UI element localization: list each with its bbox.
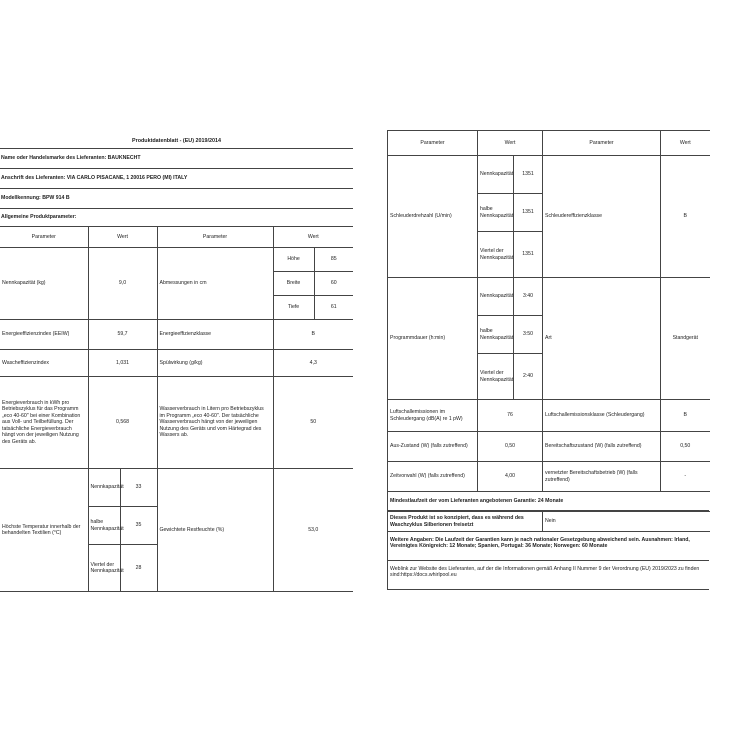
energy-class-value: B <box>273 320 353 350</box>
left-parameter-table <box>0 226 353 592</box>
eei-label: Energieeffizienzindex (EEIW) <box>0 320 88 350</box>
header-value: Wert <box>88 227 157 248</box>
type-value: Standgerät <box>661 278 710 400</box>
duration-quarter-value: 2:40 <box>514 354 543 400</box>
duration-half-value: 3:50 <box>514 316 543 354</box>
networked-standby-value: - <box>661 462 710 492</box>
dimensions-label: Abmessungen in cm <box>157 248 273 320</box>
rinsing-value: 4,3 <box>273 350 353 377</box>
standby-value: 0,50 <box>661 432 710 462</box>
eei-value: 59,7 <box>88 320 157 350</box>
spin-full-value: 1351 <box>514 156 543 194</box>
right-parameter-table <box>387 130 710 492</box>
header-value: Wert <box>478 131 543 156</box>
noise-class-label: Luftschallemissionsklasse (Schleudergang) <box>543 400 661 432</box>
silver-ion-table <box>387 511 710 532</box>
weblink-text: Weblink zur Website des Lieferanten, auf der die Informationen gemäß Anhang II Nummer 9 der Verordnung (EU) 2019/2023 zu finden sind:https://docs.whirlpool.eu <box>387 561 709 590</box>
program-duration-label: Programmdauer (h:min) <box>388 278 478 400</box>
left-page <box>0 134 353 592</box>
width-label: Breite <box>273 272 314 296</box>
model-identifier: Modellkennung: BPW 914 B <box>0 189 353 209</box>
energy-consumption-value: 0,568 <box>88 377 157 469</box>
temp-full-value: 33 <box>120 469 157 507</box>
additional-info <box>387 532 709 561</box>
delay-start-value: 4,00 <box>478 462 543 492</box>
spin-quarter-label: Viertel der Nennkapazität <box>478 232 514 278</box>
general-parameters-heading: Allgemeine Produktparameter: <box>1 214 77 220</box>
delay-start-label: Zeitvorwahl (W) (falls zutreffend) <box>388 462 478 492</box>
washing-efficiency-value: 1,031 <box>88 350 157 377</box>
width-value: 60 <box>314 272 353 296</box>
capacity-value: 9,0 <box>88 248 157 320</box>
header-value: Wert <box>273 227 353 248</box>
energy-consumption-label: Energieverbrauch in kWh pro Betriebszyklus für das Programm „eco 40-60" bei einer Kombination aus Voll- und Teilbefüllung. Der tatsächliche Energieverbrauch hängt von der jeweiligen Nutzung des Geräts ab. <box>0 377 88 469</box>
spin-speed-label: Schleuderdrehzahl (U/min) <box>388 156 478 278</box>
warranty-text: Mindestlaufzeit der vom Lieferanten angebotenen Garantie: 24 Monate <box>387 492 709 511</box>
silver-ion-label: Dieses Produkt ist so konzipiert, dass es während des Waschzyklus Silberionen freisetzt <box>388 512 543 532</box>
spin-half-label: halbe Nennkapazität <box>478 194 514 232</box>
off-mode-label: Aus-Zustand (W) (falls zutreffend) <box>388 432 478 462</box>
duration-quarter-label: Viertel der Nennkapazität <box>478 354 514 400</box>
supplier-name: Name oder Handelsmarke des Lieferanten: BAUKNECHT <box>0 149 353 169</box>
capacity-label: Nennkapazität (kg) <box>0 248 88 320</box>
silver-ion-value: Nein <box>543 512 710 532</box>
header-parameter: Parameter <box>543 131 661 156</box>
spin-half-value: 1351 <box>514 194 543 232</box>
header-parameter: Parameter <box>157 227 273 248</box>
washing-efficiency-label: Wascheffizienzindex <box>0 350 88 377</box>
header-parameter: Parameter <box>388 131 478 156</box>
header-parameter: Parameter <box>0 227 88 248</box>
additional-info-text: Weitere Angaben: Die Laufzeit der Garantien kann je nach nationaler Gesetzgebung abweichend sein. Ausnahmen: Irland, Vereinigtes Königreich: 12 Monate; Spanien, Portugal: 36 Monate; Norwegen: 60 Monate <box>390 537 690 550</box>
energy-class-label: Energieeffizienzklasse <box>157 320 273 350</box>
water-consumption-label: Wasserverbrauch in Litern pro Betriebszyklus im Programm „eco 40-60". Der tatsächliche Wasserverbrauch hängt von der jeweiligen Nutzung des Geräts und vom Härtegrad des Wassers ab. <box>157 377 273 469</box>
water-consumption-value: 50 <box>273 377 353 469</box>
spin-quarter-value: 1351 <box>514 232 543 278</box>
spin-full-label: Nennkapazität <box>478 156 514 194</box>
temp-quarter-label: Viertel der Nennkapazität <box>88 545 120 592</box>
duration-full-value: 3:40 <box>514 278 543 316</box>
noise-label: Luftschallemissionen im Schleudergang (dB(A) re 1 pW) <box>388 400 478 432</box>
type-label: Art <box>543 278 661 400</box>
temp-quarter-value: 28 <box>120 545 157 592</box>
moisture-value: 53,0 <box>273 469 353 592</box>
header-value: Wert <box>661 131 710 156</box>
supplier-address: Anschrift des Lieferanten: VIA CARLO PISACANE, 1 20016 PERO (MI) ITALY <box>0 169 353 189</box>
noise-class-value: B <box>661 400 710 432</box>
height-label: Höhe <box>273 248 314 272</box>
right-page <box>387 130 709 590</box>
depth-label: Tiefe <box>273 296 314 320</box>
networked-standby-label: vernetzter Bereitschaftsbetrieb (W) (falls zutreffend) <box>543 462 661 492</box>
duration-half-label: halbe Nennkapazität <box>478 316 514 354</box>
moisture-label: Gewichtete Restfeuchte (%) <box>157 469 273 592</box>
spin-class-value: B <box>661 156 710 278</box>
standby-label: Bereitschaftszustand (W) (falls zutreffend) <box>543 432 661 462</box>
duration-full-label: Nennkapazität <box>478 278 514 316</box>
noise-value: 76 <box>478 400 543 432</box>
rinsing-label: Spülwirkung (g/kg) <box>157 350 273 377</box>
depth-value: 61 <box>314 296 353 320</box>
off-mode-value: 0,50 <box>478 432 543 462</box>
temp-half-label: halbe Nennkapazität <box>88 507 120 545</box>
spin-class-label: Schleudereffizienzklasse <box>543 156 661 278</box>
temp-full-label: Nennkapazität <box>88 469 120 507</box>
temp-half-value: 35 <box>120 507 157 545</box>
height-value: 85 <box>314 248 353 272</box>
datasheet-title: Produktdatenblatt - (EU) 2019/2014 <box>132 138 221 144</box>
max-temperature-label: Höchste Temperatur innerhalb der behandelten Textilien (°C) <box>0 469 88 592</box>
